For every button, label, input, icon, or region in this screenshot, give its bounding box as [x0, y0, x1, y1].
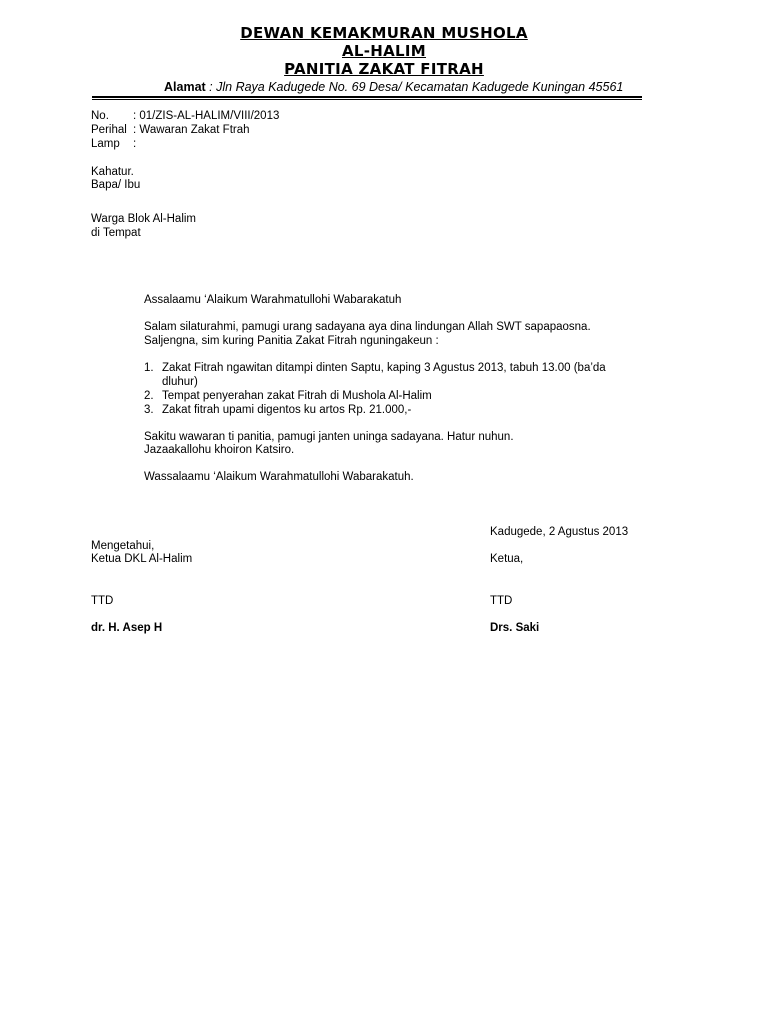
left-signer-title-2: Ketua DKL Al-Halim [91, 553, 193, 565]
place-date: Kadugede, 2 Agustus 2013 [490, 526, 629, 538]
list-item-text-cont: dluhur) [162, 376, 198, 388]
body-farewell: Wassalaamu ‘Alaikum Warahmatullohi Wabarakatuh. [144, 471, 414, 483]
right-signer-title: Ketua, [490, 553, 524, 565]
meta-subject-value: : Wawaran Zakat Ftrah [133, 124, 250, 136]
letterhead-mushola-name: AL-HALIM [341, 42, 427, 60]
list-item [144, 361, 606, 389]
body-closing-2: Jazaakallohu khoiron Katsiro. [144, 444, 295, 456]
list-item [144, 403, 606, 417]
list-item-text: Zakat fitrah upami digentos ku artos Rp. 21.000,- [162, 404, 412, 416]
letterhead-org-name: DEWAN KEMAKMURAN MUSHOLA [240, 24, 528, 42]
recipient-line-3: Warga Blok Al-Halim [91, 213, 197, 225]
body-intro-1: Salam silaturahmi, pamugi urang sadayana aya dina lindungan Allah SWT sapapaosna. [144, 321, 591, 333]
list-item-text: Zakat Fitrah ngawitan ditampi dinten Saptu, kaping 3 Agustus 2013, tabuh 13.00 (ba’da [162, 362, 606, 374]
address-label: Alamat [164, 80, 206, 94]
body-list [144, 361, 606, 417]
recipient-line-2: Bapa/ Ibu [91, 179, 141, 191]
letterhead-rule-thin [92, 99, 642, 100]
right-signature-mark: TTD [490, 595, 513, 607]
letterhead-address [164, 80, 623, 94]
list-item-number: 1. [144, 362, 154, 374]
letterhead-committee-name: PANITIA ZAKAT FITRAH [284, 60, 484, 78]
body-intro-2: Saljengna, sim kuring Panitia Zakat Fitrah nguningakeun : [144, 335, 439, 347]
meta-attachment [91, 137, 136, 151]
list-item-text: Tempat penyerahan zakat Fitrah di Mushola Al-Halim [162, 390, 432, 402]
letterhead-rule-thick [92, 96, 642, 98]
left-signature-mark: TTD [91, 595, 114, 607]
list-item-number: 3. [144, 404, 154, 416]
meta-subject-label: Perihal [91, 124, 127, 136]
list-item [144, 389, 606, 403]
left-signer-title-1: Mengetahui, [91, 540, 155, 552]
meta-subject [91, 123, 250, 137]
recipient-line-4: di Tempat [91, 227, 141, 239]
body-closing-1: Sakitu wawaran ti panitia, pamugi janten uninga sadayana. Hatur nuhun. [144, 431, 514, 443]
meta-number-value: : 01/ZIS-AL-HALIM/VIII/2013 [133, 110, 280, 122]
right-signer-name: Drs. Saki [490, 622, 540, 634]
body-greeting: Assalaamu ‘Alaikum Warahmatullohi Wabarakatuh [144, 294, 402, 306]
meta-attachment-value: : [133, 138, 137, 150]
left-signer-name: dr. H. Asep H [91, 622, 163, 634]
meta-attachment-label: Lamp [91, 138, 120, 150]
address-value: : Jln Raya Kadugede No. 69 Desa/ Kecamatan Kadugede Kuningan 45561 [209, 80, 624, 94]
recipient-line-1: Kahatur. [91, 166, 134, 178]
meta-number [91, 109, 279, 123]
list-item-number: 2. [144, 390, 154, 402]
meta-number-label: No. [91, 110, 109, 122]
